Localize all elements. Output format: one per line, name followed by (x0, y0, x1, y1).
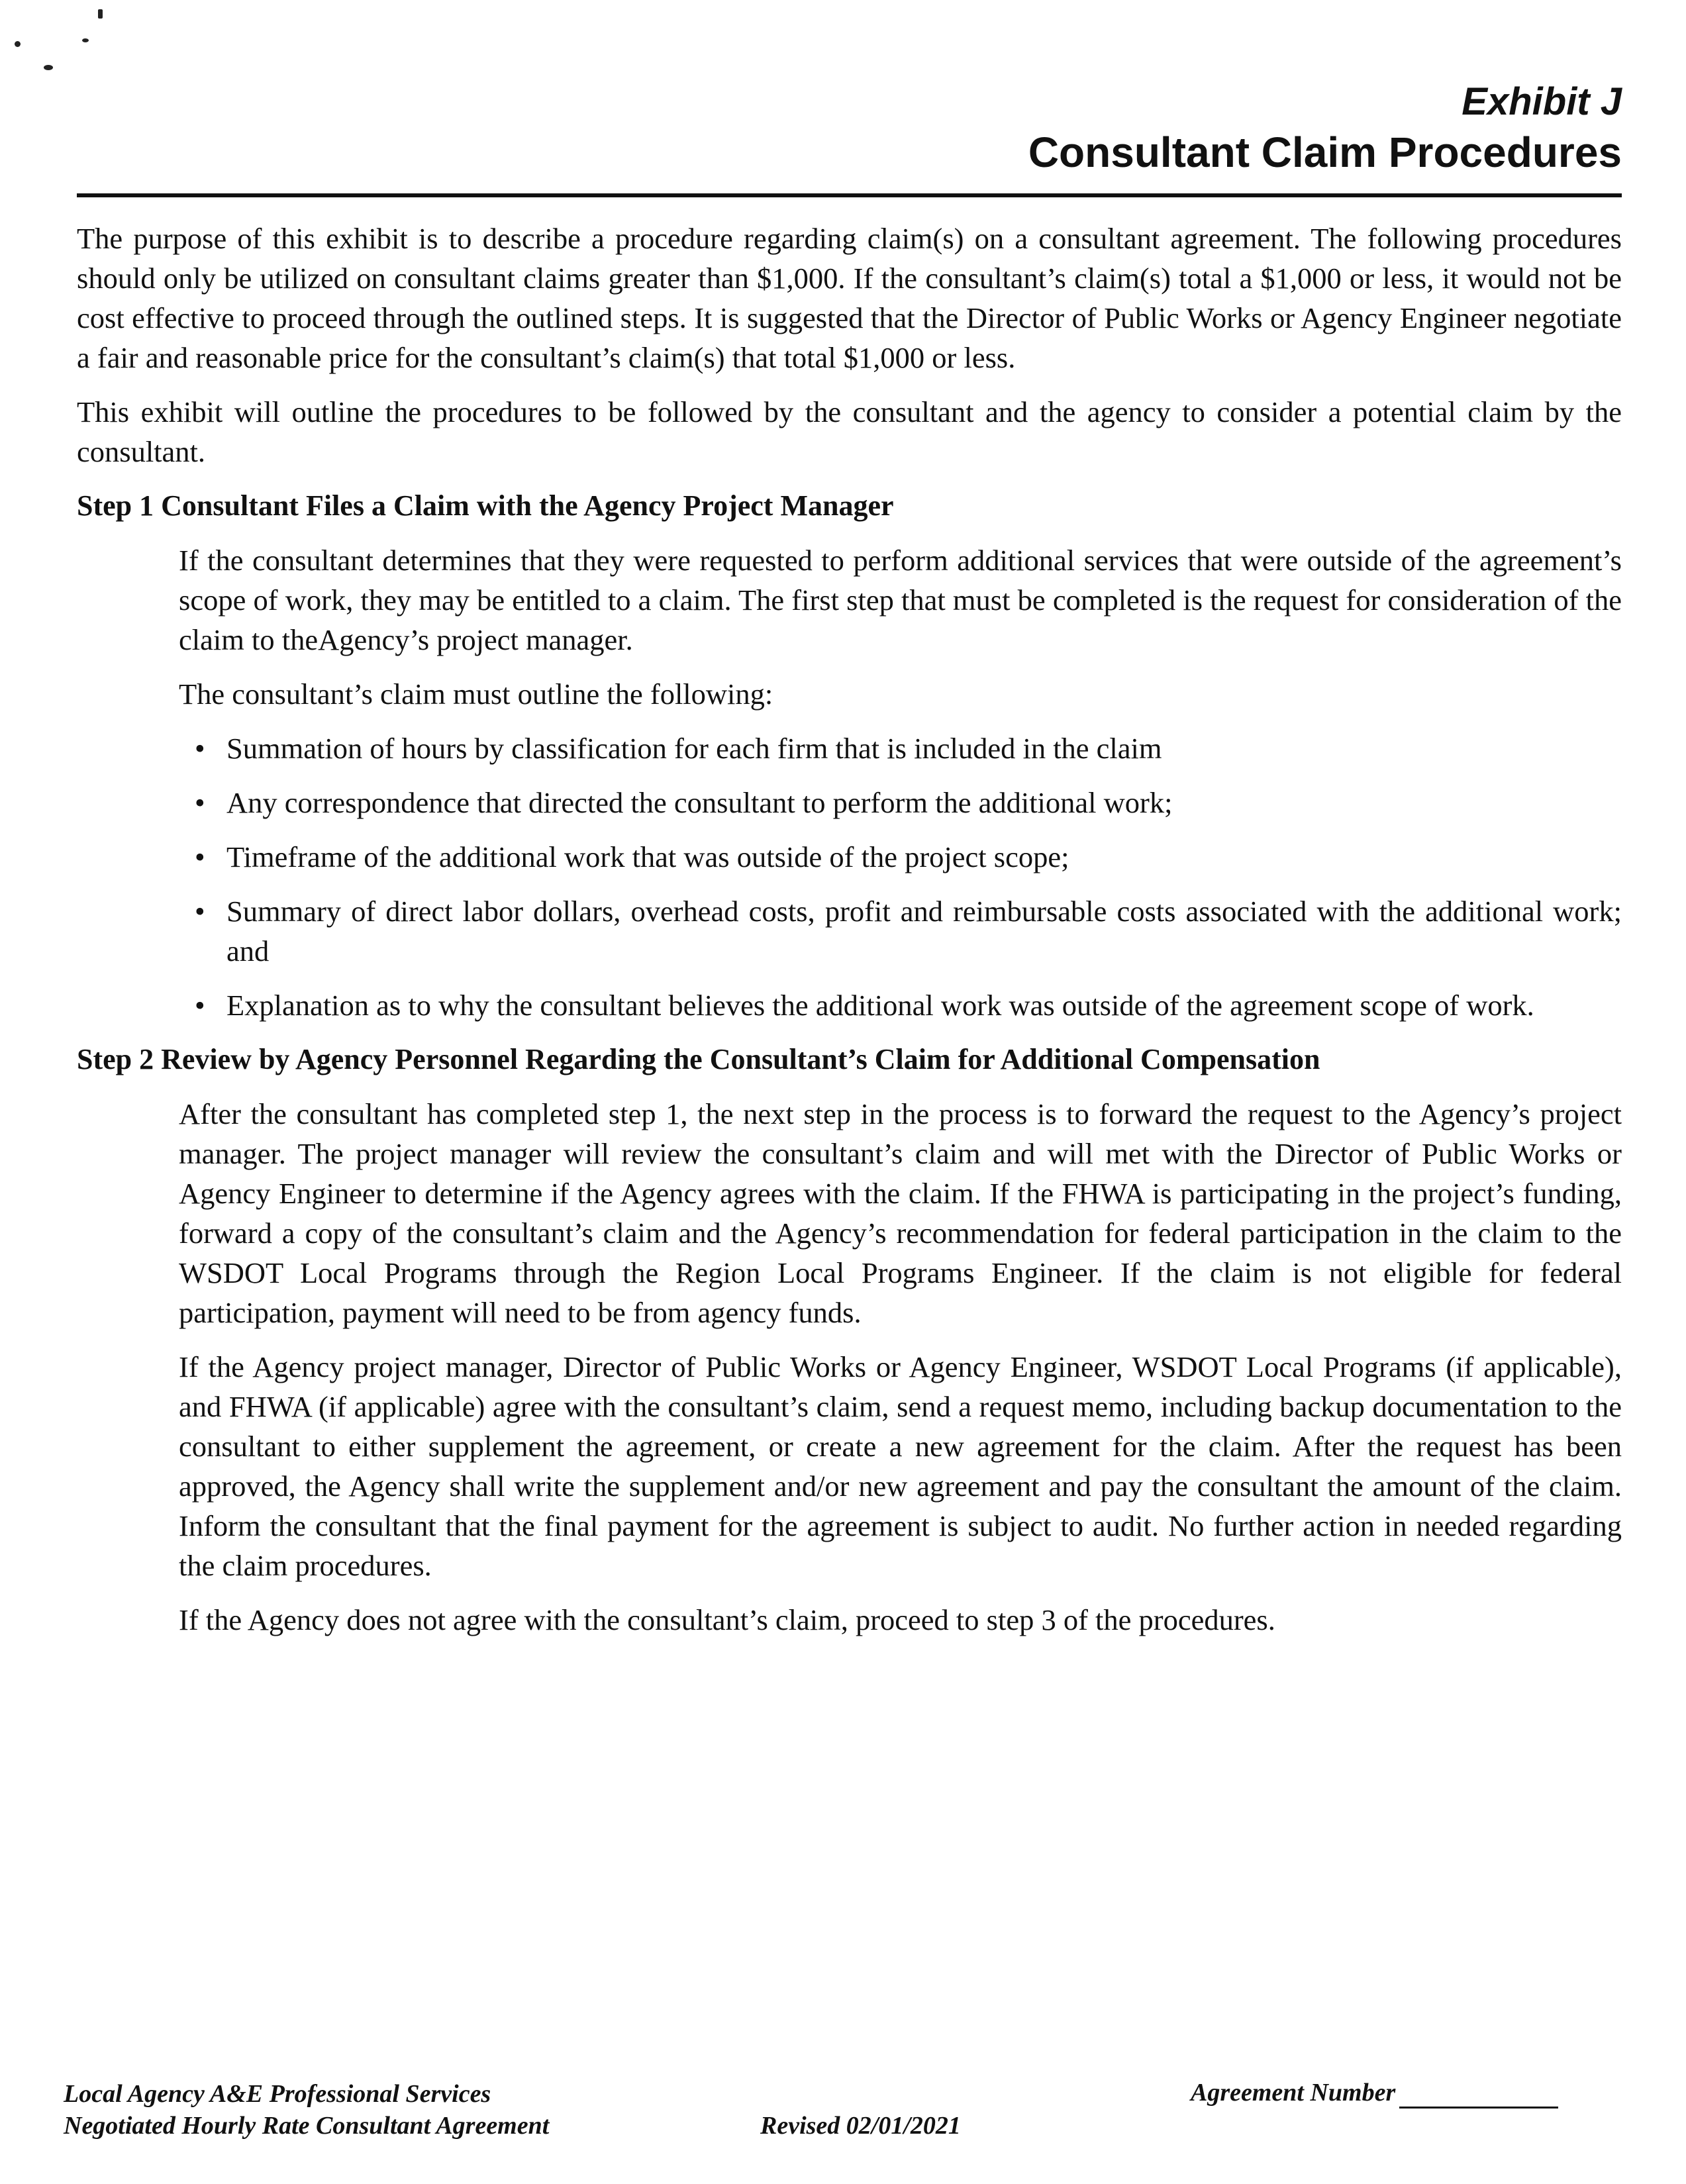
intro-paragraph-2: This exhibit will outline the procedures to be followed by the consultant and the agency to consider a potential claim by the consultant. (77, 395, 1622, 468)
step-1-paragraph-1: If the consultant determines that they were requested to perform additional services that were outside of the agreement’s scope of work, they may be entitled to a claim. The first step that must be completed is the request for consideration of the claim to theAgency’s project manager. (179, 544, 1622, 656)
agreement-number-field[interactable] (1399, 2084, 1558, 2109)
footer-line-1: Local Agency A&E Professional Services (64, 2080, 491, 2108)
step-2-paragraph-2: If the Agency project manager, Director of Public Works or Agency Engineer, WSDOT Local Programs (if applicable), and FHWA (if applicable) agree with the consultant’s claim, send a request memo, including backup documentation to the consultant to either supplement the agreement, or create a new agreement for the claim. After the request has been approved, the Agency shall write the supplement and/or new agreement and pay the consultant the amount of the claim. Inform the consultant that the final payment for the agreement is subject to audit. No further action in needed regarding the claim procedures. (179, 1350, 1622, 1582)
list-item-text: Summary of direct labor dollars, overhead costs, profit and reimbursable costs associated with the additional work; and (226, 895, 1622, 968)
claim-requirements-list (77, 728, 1622, 1025)
list-item-text: Any correspondence that directed the consultant to perform the additional work; (226, 786, 1173, 819)
list-item (179, 985, 1622, 1025)
bullet-icon: • (195, 786, 205, 819)
bullet-icon: • (195, 895, 205, 928)
list-item (179, 837, 1622, 877)
scan-speck (98, 9, 103, 19)
list-item (179, 891, 1622, 971)
footer-agreement-number (1191, 2077, 1558, 2109)
scan-speck (82, 38, 89, 42)
scan-speck (15, 41, 21, 47)
list-item (179, 728, 1622, 768)
list-item-text: Explanation as to why the consultant believes the additional work was outside of the agreement scope of work. (226, 989, 1534, 1022)
footer-revised-date: Revised 02/01/2021 (760, 2112, 961, 2140)
step-1-heading: Step 1 Consultant Files a Claim with the Agency Project Manager (77, 489, 894, 522)
step-2-paragraph-3: If the Agency does not agree with the consultant’s claim, proceed to step 3 of the procedures. (179, 1603, 1275, 1636)
list-item (179, 783, 1622, 822)
footer-agreement-type (64, 2078, 549, 2142)
page-header (1028, 78, 1622, 179)
step-2-heading: Step 2 Review by Agency Personnel Regarding the Consultant’s Claim for Additional Compensation (77, 1043, 1320, 1075)
page-title: Consultant Claim Procedures (1028, 128, 1622, 176)
step-2-paragraph-1: After the consultant has completed step 1, the next step in the process is to forward the request to the Agency’s project manager. The project manager will review the consultant’s claim and will met with the Director of Public Works or Agency Engineer to determine if the Agency agrees with the claim. If the FHWA is participating in the project’s funding, forward a copy of the consultant’s claim and the Agency’s recommendation for federal participation in the claim to the WSDOT Local Programs through the Region Local Programs Engineer. If the claim is not eligible for federal participation, payment will need to be from agency funds. (179, 1097, 1622, 1329)
list-item-text: Summation of hours by classification for each firm that is included in the claim (226, 732, 1162, 765)
footer-line-2: Negotiated Hourly Rate Consultant Agreement (64, 2112, 550, 2140)
bullet-icon: • (195, 989, 205, 1022)
step-1-paragraph-2: The consultant’s claim must outline the following: (179, 677, 773, 711)
header-rule (77, 193, 1622, 197)
bullet-icon: • (195, 732, 205, 765)
exhibit-label: Exhibit J (1462, 80, 1622, 123)
list-item-text: Timeframe of the additional work that was outside of the project scope; (226, 840, 1069, 873)
scan-speck (44, 65, 53, 70)
document-body (77, 219, 1622, 1654)
intro-paragraph-1: The purpose of this exhibit is to describe a procedure regarding claim(s) on a consultant agreement. The following procedures should only be utilized on consultant claims greater than $1,000. If the consultant’s claim(s) total a $1,000 or less, it would not be cost effective to proceed through the outlined steps. It is suggested that the Director of Public Works or Agency Engineer negotiate a fair and reasonable price for the consultant’s claim(s) that total $1,000 or less. (77, 222, 1622, 374)
bullet-icon: • (195, 840, 205, 873)
agreement-number-label: Agreement Number (1191, 2079, 1396, 2107)
